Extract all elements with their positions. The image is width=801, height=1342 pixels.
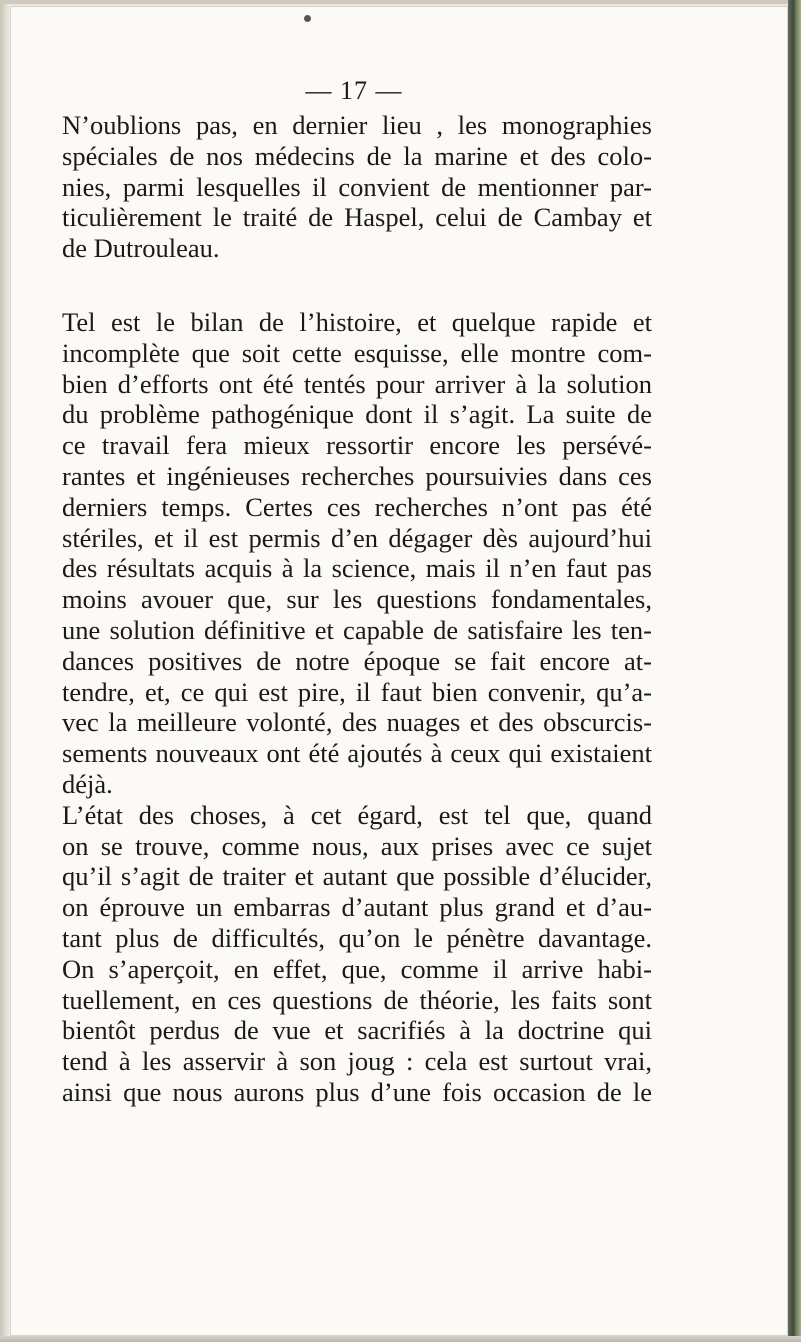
text-line: du problème pathogénique dont il s’agit. La suite de: [62, 399, 652, 430]
text-line: derniers temps. Certes ces recherches n’ont pas été: [62, 491, 652, 522]
text-line: incomplète que soit cette esquisse, elle montre com-: [62, 337, 652, 368]
text-line: L’état des choses, à cet égard, est tel que, quand: [62, 799, 652, 830]
book-page: [10, 6, 788, 1336]
text-line: stériles, et il est permis d’en dégager dès aujourd’hui: [62, 522, 652, 553]
text-line: sements nouveaux ont été ajoutés à ceux qui existaient: [62, 738, 652, 769]
text-line: de Dutrouleau.: [62, 233, 220, 264]
page-top-edge: [0, 0, 801, 4]
page-bottom-edge: [0, 1336, 801, 1342]
paragraph-3: [62, 800, 652, 1108]
text-line: tend à les asservir à son joug : cela est surtout vrai,: [62, 1046, 652, 1077]
page-number: — 17 —: [305, 76, 403, 105]
text-line: bien d’efforts ont été tentés pour arriver à la solution: [62, 368, 652, 399]
text-line: tant plus de difficultés, qu’on le pénètre davantage.: [62, 922, 652, 953]
book-binding-edge: [788, 0, 801, 1342]
text-line: N’oublions pas, en dernier lieu , les monographies: [62, 110, 652, 140]
text-line: tendre, et, ce qui est pire, il faut bien convenir, qu’a-: [62, 676, 652, 707]
text-line: tuellement, en ces questions de théorie, les faits sont: [62, 984, 652, 1015]
text-line: spéciales de nos médecins de la marine et des colo-: [62, 140, 652, 171]
text-line: déjà.: [62, 768, 113, 799]
page-left-edge: [0, 0, 10, 1342]
text-line: vec la meilleure volonté, des nuages et des obscurcis-: [62, 707, 652, 738]
paragraph-1: [62, 110, 652, 264]
body-text: [62, 110, 652, 1108]
text-line: ainsi que nous aurons plus d’une fois occasion de le: [62, 1076, 652, 1107]
paragraph-2: [62, 307, 652, 800]
text-line: on se trouve, comme nous, aux prises avec ce sujet: [62, 830, 652, 861]
text-line: des résultats acquis à la science, mais il n’en faut pas: [62, 553, 652, 584]
text-line: ticulièrement le traité de Haspel, celui de Cambay et: [62, 202, 652, 233]
text-line: dances positives de notre époque se fait encore at-: [62, 645, 652, 676]
text-line: bientôt perdus de vue et sacrifiés à la doctrine qui: [62, 1015, 652, 1046]
text-line: qu’il s’agit de traiter et autant que possible d’élucider,: [62, 861, 652, 892]
text-line: on éprouve un embarras d’autant plus grand et d’au-: [62, 892, 652, 923]
paragraph-gap: [62, 264, 652, 307]
ink-dot: [304, 15, 311, 22]
text-line: On s’aperçoit, en effet, que, comme il arrive habi-: [62, 953, 652, 984]
text-line: une solution définitive et capable de satisfaire les ten-: [62, 614, 652, 645]
text-line: ce travail fera mieux ressortir encore les persévé-: [62, 430, 652, 461]
text-line: moins avouer que, sur les questions fondamentales,: [62, 584, 652, 615]
text-line: Tel est le bilan de l’histoire, et quelque rapide et: [62, 306, 652, 337]
text-line: nies, parmi lesquelles il convient de mentionner par-: [62, 171, 652, 202]
text-line: rantes et ingénieuses recherches poursuivies dans ces: [62, 460, 652, 491]
